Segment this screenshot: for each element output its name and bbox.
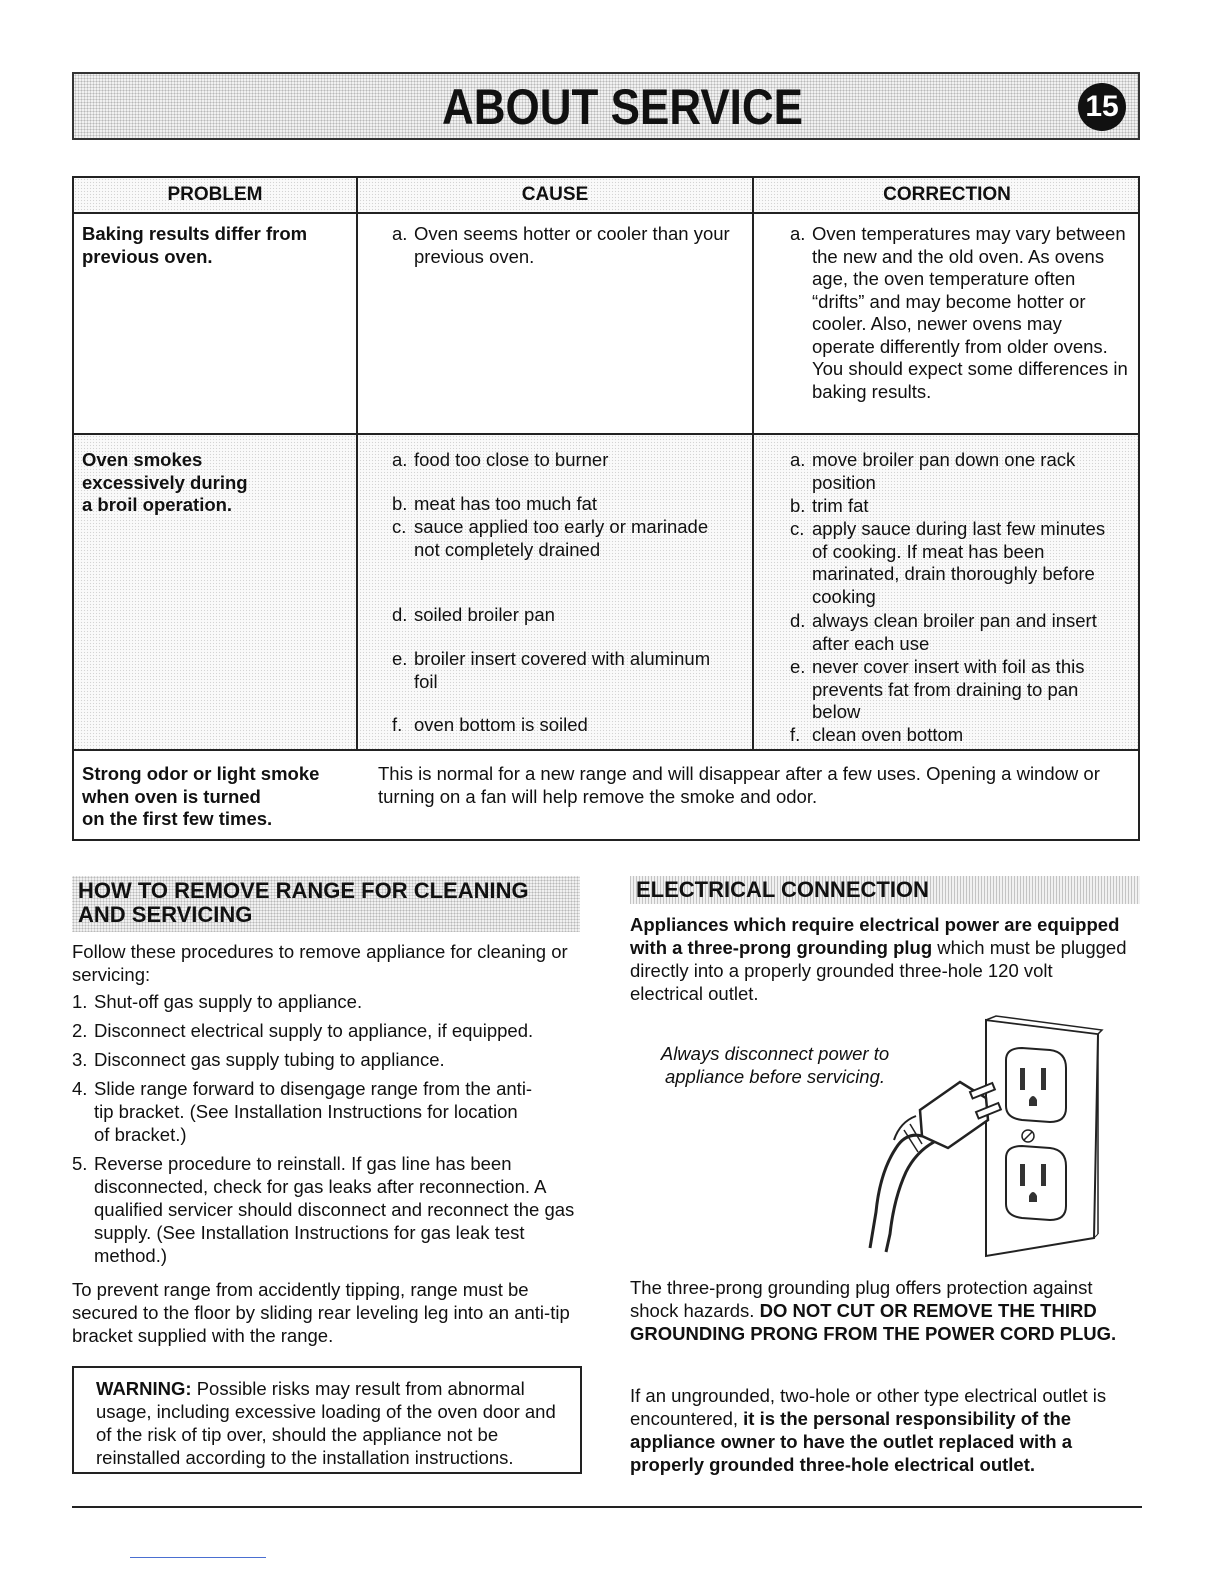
warning-box bbox=[72, 1366, 582, 1474]
row1-problem: Baking results differ from previous oven. bbox=[82, 223, 308, 267]
troubleshooting-table bbox=[72, 176, 1140, 841]
page-title: ABOUT SERVICE bbox=[442, 79, 804, 135]
row2-correction-c: c. apply sauce during last few minutes of cooking. If meat has been marinated, drain thoroughly before cooking bbox=[790, 518, 1106, 607]
list-item: 1. Shut-off gas supply to appliance. bbox=[72, 991, 363, 1012]
row1-cause-a: a. Oven seems hotter or cooler than your previous oven. bbox=[392, 223, 730, 267]
row2-cause-f: f. oven bottom is soiled bbox=[392, 714, 588, 735]
row1-correction-a: a. Oven temperatures may vary between the new and the old oven. As ovens age, the oven temperature often “drifts” and may become hotter or cooler. Also, newer ovens may operate differently from older ovens. You should expect some differences in baking results. bbox=[790, 223, 1128, 402]
row2-correction-f: f. clean oven bottom bbox=[790, 724, 964, 745]
electrical-paragraph-3: If an ungrounded, two-hole or other type electrical outlet is encountered, it is the personal responsibility of the appliance owner to have the outlet replaced with a properly grounded three-hole electrical outlet. bbox=[630, 1385, 1107, 1475]
remove-range-intro: Follow these procedures to remove appliance for cleaning or servicing: bbox=[72, 941, 568, 985]
row2-cause-a: a. food too close to burner bbox=[392, 449, 609, 470]
footer-rule bbox=[72, 1506, 1142, 1508]
header-cause: CAUSE bbox=[521, 184, 589, 205]
header-correction: CORRECTION bbox=[883, 184, 1011, 205]
row2-correction-e: e. never cover insert with foil as this prevents fat from draining to pan below bbox=[790, 656, 1085, 722]
remove-range-steps bbox=[72, 990, 592, 1273]
table-header-row bbox=[74, 178, 1138, 214]
plug-and-outlet-illustration bbox=[836, 1012, 1106, 1262]
page-header-banner bbox=[72, 72, 1140, 140]
page-number-badge: 15 bbox=[1078, 83, 1126, 131]
warning-label: WARNING: bbox=[96, 1378, 192, 1399]
row2-cause-d: d. soiled broiler pan bbox=[392, 604, 555, 625]
remove-range-heading: HOW TO REMOVE RANGE FOR CLEANING AND SERVICING bbox=[72, 876, 580, 932]
list-item: 3. Disconnect gas supply tubing to appliance. bbox=[72, 1049, 445, 1070]
electrical-paragraph-1: Appliances which require electrical power are equipped with a three-prong grounding plug which must be plugged directly into a properly grounded three-hole 120 volt electrical outlet. bbox=[630, 914, 1127, 1004]
electrical-paragraph-2: The three-prong grounding plug offers protection against shock hazards. DO NOT CUT OR REMOVE THE THIRD GROUNDING PRONG FROM THE POWER CORD PLUG. bbox=[630, 1277, 1117, 1344]
header-problem: PROBLEM bbox=[167, 184, 263, 205]
row2-cause-b: b. meat has too much fat bbox=[392, 493, 598, 514]
warning-text: Possible risks may result from abnormal usage, including excessive loading of the oven door and of the risk of tip over, should the appliance not be reinstalled according to the installation instructions. bbox=[96, 1378, 556, 1468]
illustration-caption: Always disconnect power to appliance before servicing. bbox=[660, 1043, 890, 1087]
list-item: 5. Reverse procedure to reinstall. If gas line has been disconnected, check for gas leaks after reconnection. A qualified servicer should disconnect and reconnect the gas supply. (See Installation Instructions for gas leak test method.) bbox=[72, 1153, 575, 1266]
row2-correction-a: a. move broiler pan down one rack position bbox=[790, 449, 1076, 493]
list-item: 2. Disconnect electrical supply to appliance, if equipped. bbox=[72, 1020, 534, 1041]
row3-problem: Strong odor or light smoke when oven is turned on the first few times. bbox=[82, 763, 320, 829]
electrical-heading: ELECTRICAL CONNECTION bbox=[630, 876, 1140, 904]
row2-cause-c: c. sauce applied too early or marinade not completely drained bbox=[392, 516, 709, 560]
footer-blue-line bbox=[130, 1557, 266, 1558]
row2-cause-e: e. broiler insert covered with aluminum foil bbox=[392, 648, 711, 692]
row2-problem: Oven smokes excessively during a broil operation. bbox=[82, 449, 248, 515]
row3-cause-correction: This is normal for a new range and will disappear after a few uses. Opening a window or turning on a fan will help remove the smoke and odor. bbox=[378, 763, 1100, 807]
row2-correction-d: d. always clean broiler pan and insert after each use bbox=[790, 610, 1097, 654]
list-item: 4. Slide range forward to disengage range from the anti-tip bracket. (See Installation Instructions for location of bracket.) bbox=[72, 1078, 533, 1145]
tip-over-paragraph: To prevent range from accidently tipping, range must be secured to the floor by sliding rear leveling leg into an anti-tip bracket supplied with the range. bbox=[72, 1279, 570, 1346]
row2-correction-b: b. trim fat bbox=[790, 495, 869, 516]
